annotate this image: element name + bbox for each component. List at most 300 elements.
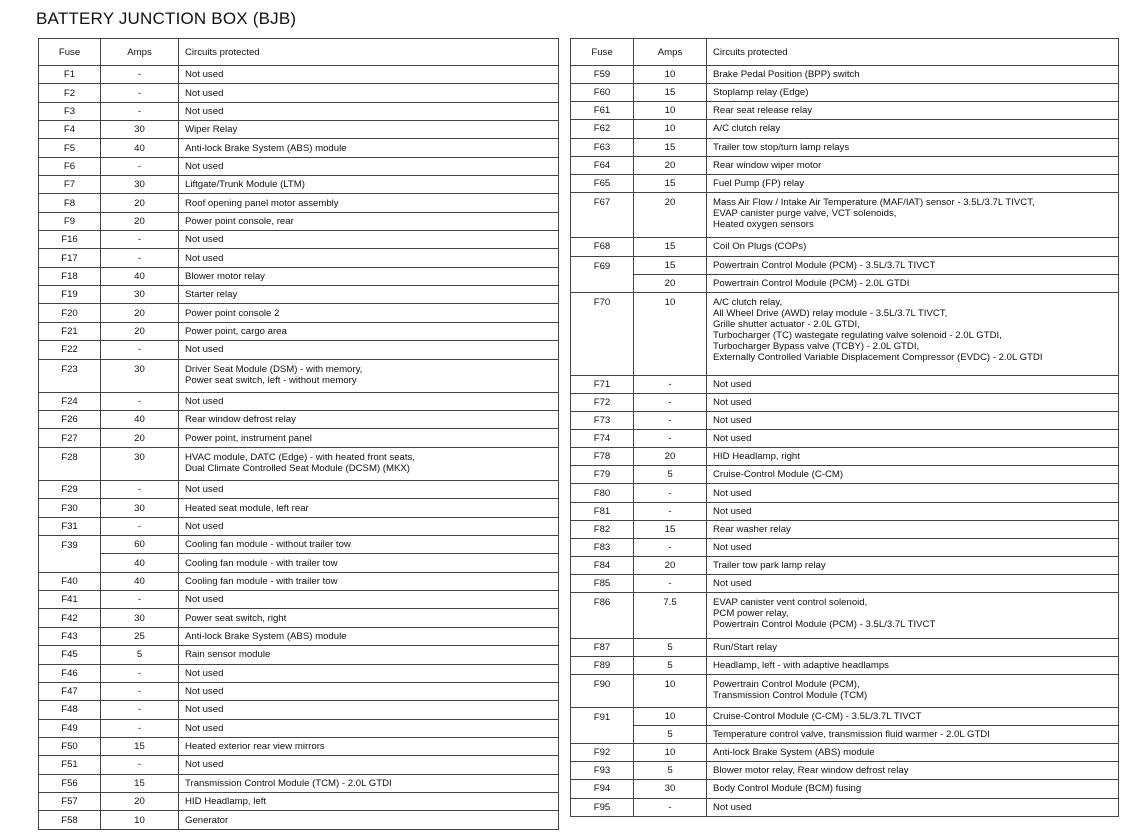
fuse-id-cell: F65	[571, 174, 634, 192]
fuse-id-cell: F31	[39, 517, 101, 535]
fuse-id-cell: F7	[39, 176, 101, 194]
table-row	[571, 744, 1119, 762]
circuit-cell: A/C clutch relay	[707, 120, 1119, 138]
table-row	[571, 174, 1119, 192]
circuit-cell: Rear window wiper motor	[707, 156, 1119, 174]
fuse-id-cell: F94	[571, 780, 634, 798]
table-row	[39, 447, 559, 480]
fuse-id-cell: F5	[39, 139, 101, 157]
circuit-cell: HID Headlamp, left	[179, 792, 559, 810]
table-row	[571, 120, 1119, 138]
circuit-cell: Rear washer relay	[707, 520, 1119, 538]
amps-cell: 40	[101, 267, 179, 285]
amps-cell: 5	[634, 466, 707, 484]
circuit-cell: Not used	[707, 393, 1119, 411]
amps-cell: -	[634, 798, 707, 816]
header-amps: Amps	[634, 39, 707, 66]
amps-cell: -	[634, 575, 707, 593]
fuse-table-right	[570, 38, 1119, 817]
circuit-cell: Temperature control valve, transmission fluid warmer - 2.0L GTDI	[707, 725, 1119, 743]
circuit-cell: Mass Air Flow / Intake Air Temperature (MAF/IAT) sensor - 3.5L/3.7L TIVCT, EVAP canister purge valve, VCT solenoids, Heated oxygen sensors	[707, 192, 1119, 237]
table-row	[39, 231, 559, 249]
fuse-id-cell: F22	[39, 341, 101, 359]
fuse-id-cell: F64	[571, 156, 634, 174]
header-amps: Amps	[101, 39, 179, 66]
amps-cell: -	[101, 392, 179, 410]
table-row	[39, 322, 559, 340]
fuse-table-left	[38, 38, 559, 830]
circuit-cell: Anti-lock Brake System (ABS) module	[179, 627, 559, 645]
circuit-cell: Brake Pedal Position (BPP) switch	[707, 66, 1119, 84]
circuit-cell: Rear seat release relay	[707, 102, 1119, 120]
table-row	[39, 517, 559, 535]
amps-cell: 15	[634, 84, 707, 102]
amps-cell: 20	[101, 322, 179, 340]
fuse-id-cell: F8	[39, 194, 101, 212]
circuit-cell: Not used	[179, 157, 559, 175]
fuse-id-cell: F68	[571, 238, 634, 256]
amps-cell: 20	[101, 212, 179, 230]
fuse-id-cell: F74	[571, 430, 634, 448]
circuit-cell: Not used	[707, 538, 1119, 556]
circuit-cell: Not used	[179, 682, 559, 700]
fuse-id-cell: F3	[39, 102, 101, 120]
table-row	[571, 256, 1119, 274]
table-row	[571, 484, 1119, 502]
table-row	[39, 359, 559, 392]
amps-cell: 30	[101, 609, 179, 627]
table-row	[39, 286, 559, 304]
table-row	[39, 701, 559, 719]
fuse-id-cell: F62	[571, 120, 634, 138]
circuit-cell: Blower motor relay, Rear window defrost relay	[707, 762, 1119, 780]
circuit-cell: Coil On Plugs (COPs)	[707, 238, 1119, 256]
circuit-cell: Heated exterior rear view mirrors	[179, 737, 559, 755]
fuse-id-cell: F90	[571, 674, 634, 707]
circuit-cell: Cooling fan module - with trailer tow	[179, 554, 559, 572]
table-row	[571, 448, 1119, 466]
fuse-id-cell: F41	[39, 591, 101, 609]
table-row	[571, 393, 1119, 411]
fuse-id-cell: F73	[571, 411, 634, 429]
circuit-cell: Power point, instrument panel	[179, 429, 559, 447]
circuit-cell: Powertrain Control Module (PCM), Transmission Control Module (TCM)	[707, 674, 1119, 707]
amps-cell: 25	[101, 627, 179, 645]
table-row	[39, 792, 559, 810]
table-row	[571, 66, 1119, 84]
circuit-cell: Not used	[179, 591, 559, 609]
table-header-row	[39, 39, 559, 66]
table-row	[571, 725, 1119, 743]
circuit-cell: Not used	[707, 575, 1119, 593]
table-row	[39, 719, 559, 737]
circuit-cell: Driver Seat Module (DSM) - with memory, Power seat switch, left - without memory	[179, 359, 559, 392]
fuse-id-cell: F78	[571, 448, 634, 466]
amps-cell: 10	[634, 102, 707, 120]
circuit-cell: Run/Start relay	[707, 638, 1119, 656]
amps-cell: -	[634, 411, 707, 429]
table-header-row	[571, 39, 1119, 66]
amps-cell: 5	[634, 638, 707, 656]
amps-cell: -	[101, 517, 179, 535]
fuse-id-cell: F70	[571, 292, 634, 375]
fuse-id-cell: F51	[39, 756, 101, 774]
fuse-id-cell: F92	[571, 744, 634, 762]
amps-cell: 30	[101, 359, 179, 392]
amps-cell: 10	[101, 811, 179, 830]
amps-cell: 30	[101, 176, 179, 194]
circuit-cell: Anti-lock Brake System (ABS) module	[179, 139, 559, 157]
fuse-id-cell: F85	[571, 575, 634, 593]
amps-cell: 20	[634, 448, 707, 466]
fuse-id-cell: F61	[571, 102, 634, 120]
fuse-id-cell: F86	[571, 593, 634, 638]
amps-cell: 40	[101, 139, 179, 157]
amps-cell: 40	[101, 554, 179, 572]
amps-cell: -	[101, 102, 179, 120]
table-row	[571, 674, 1119, 707]
circuit-cell: Generator	[179, 811, 559, 830]
amps-cell: 20	[634, 557, 707, 575]
table-row	[39, 499, 559, 517]
table-row	[571, 274, 1119, 292]
amps-cell: 30	[101, 447, 179, 480]
amps-cell: -	[101, 231, 179, 249]
table-row	[571, 411, 1119, 429]
circuit-cell: Not used	[179, 102, 559, 120]
circuit-cell: Not used	[179, 392, 559, 410]
table-row	[39, 341, 559, 359]
table-row	[571, 520, 1119, 538]
table-row	[571, 575, 1119, 593]
table-row	[571, 375, 1119, 393]
fuse-id-cell: F39	[39, 536, 101, 573]
table-row	[39, 756, 559, 774]
amps-cell: 20	[101, 304, 179, 322]
table-row	[39, 212, 559, 230]
table-row	[39, 627, 559, 645]
circuit-cell: Trailer tow park lamp relay	[707, 557, 1119, 575]
fuse-id-cell: F30	[39, 499, 101, 517]
fuse-id-cell: F9	[39, 212, 101, 230]
circuit-cell: Not used	[179, 719, 559, 737]
amps-cell: 10	[634, 66, 707, 84]
table-row	[39, 194, 559, 212]
fuse-id-cell: F21	[39, 322, 101, 340]
circuit-cell: Not used	[707, 430, 1119, 448]
circuit-cell: Wiper Relay	[179, 121, 559, 139]
table-row	[39, 84, 559, 102]
fuse-id-cell: F93	[571, 762, 634, 780]
circuit-cell: Not used	[179, 341, 559, 359]
amps-cell: 15	[634, 256, 707, 274]
circuit-cell: Not used	[707, 411, 1119, 429]
fuse-id-cell: F27	[39, 429, 101, 447]
table-row	[39, 102, 559, 120]
amps-cell: -	[634, 484, 707, 502]
fuse-id-cell: F57	[39, 792, 101, 810]
amps-cell: 40	[101, 572, 179, 590]
fuse-id-cell: F56	[39, 774, 101, 792]
circuit-cell: Power point, cargo area	[179, 322, 559, 340]
circuit-cell: Power point console, rear	[179, 212, 559, 230]
fuse-id-cell: F20	[39, 304, 101, 322]
fuse-id-cell: F29	[39, 481, 101, 499]
amps-cell: 20	[634, 192, 707, 237]
fuse-id-cell: F59	[571, 66, 634, 84]
fuse-id-cell: F2	[39, 84, 101, 102]
fuse-id-cell: F71	[571, 375, 634, 393]
table-row	[571, 656, 1119, 674]
amps-cell: -	[101, 756, 179, 774]
fuse-id-cell: F46	[39, 664, 101, 682]
circuit-cell: Transmission Control Module (TCM) - 2.0L GTDI	[179, 774, 559, 792]
amps-cell: -	[634, 502, 707, 520]
table-row	[571, 638, 1119, 656]
circuit-cell: Anti-lock Brake System (ABS) module	[707, 744, 1119, 762]
fuse-id-cell: F40	[39, 572, 101, 590]
circuit-cell: EVAP canister vent control solenoid, PCM power relay, Powertrain Control Module (PCM) - 3.5L/3.7L TIVCT	[707, 593, 1119, 638]
amps-cell: 10	[634, 744, 707, 762]
table-row	[571, 593, 1119, 638]
circuit-cell: Rear window defrost relay	[179, 411, 559, 429]
amps-cell: 5	[634, 762, 707, 780]
amps-cell: -	[101, 84, 179, 102]
amps-cell: 10	[634, 674, 707, 707]
amps-cell: 10	[634, 120, 707, 138]
circuit-cell: Not used	[707, 375, 1119, 393]
amps-cell: 15	[101, 774, 179, 792]
circuit-cell: Not used	[179, 701, 559, 719]
circuit-cell: Not used	[179, 517, 559, 535]
circuit-cell: Roof opening panel motor assembly	[179, 194, 559, 212]
table-row	[39, 536, 559, 554]
table-row	[39, 646, 559, 664]
fuse-id-cell: F26	[39, 411, 101, 429]
table-row	[39, 481, 559, 499]
amps-cell: 10	[634, 707, 707, 725]
table-row	[39, 66, 559, 84]
circuit-cell: Not used	[707, 484, 1119, 502]
amps-cell: 60	[101, 536, 179, 554]
circuit-cell: HVAC module, DATC (Edge) - with heated front seats, Dual Climate Controlled Seat Module (DCSM) (MKX)	[179, 447, 559, 480]
table-row	[571, 102, 1119, 120]
table-row	[571, 84, 1119, 102]
table-body	[571, 66, 1119, 817]
circuit-cell: Not used	[179, 664, 559, 682]
fuse-id-cell: F63	[571, 138, 634, 156]
circuit-cell: Powertrain Control Module (PCM) - 3.5L/3.7L TIVCT	[707, 256, 1119, 274]
header-circuits: Circuits protected	[707, 39, 1119, 66]
table-row	[39, 737, 559, 755]
amps-cell: -	[634, 538, 707, 556]
fuse-id-cell: F87	[571, 638, 634, 656]
header-fuse: Fuse	[39, 39, 101, 66]
circuit-cell: A/C clutch relay, All Wheel Drive (AWD) relay module - 3.5L/3.7L TIVCT, Grille shutter actuator - 2.0L GTDI, Turbocharger (TC) wastegate regulating valve solenoid - 2.0L GTDI, Turbocharger Bypass valve (TCBY) - 2.0L GTDI, Externally Controlled Variable Displacement Compressor (EVDC) - 2.0L GTDI	[707, 292, 1119, 375]
amps-cell: -	[101, 664, 179, 682]
fuse-id-cell: F58	[39, 811, 101, 830]
amps-cell: -	[101, 591, 179, 609]
fuse-id-cell: F91	[571, 707, 634, 743]
fuse-id-cell: F48	[39, 701, 101, 719]
fuse-id-cell: F49	[39, 719, 101, 737]
fuse-id-cell: F4	[39, 121, 101, 139]
table-row	[571, 156, 1119, 174]
fuse-id-cell: F17	[39, 249, 101, 267]
circuit-cell: HID Headlamp, right	[707, 448, 1119, 466]
fuse-id-cell: F79	[571, 466, 634, 484]
table-row	[571, 707, 1119, 725]
table-row	[571, 138, 1119, 156]
circuit-cell: Cooling fan module - with trailer tow	[179, 572, 559, 590]
table-row	[39, 554, 559, 572]
circuit-cell: Fuel Pump (FP) relay	[707, 174, 1119, 192]
circuit-cell: Cruise-Control Module (C-CM) - 3.5L/3.7L TIVCT	[707, 707, 1119, 725]
fuse-id-cell: F16	[39, 231, 101, 249]
amps-cell: -	[634, 393, 707, 411]
page-title: BATTERY JUNCTION BOX (BJB)	[36, 9, 297, 28]
fuse-id-cell: F89	[571, 656, 634, 674]
amps-cell: 30	[634, 780, 707, 798]
circuit-cell: Not used	[179, 481, 559, 499]
amps-cell: -	[101, 719, 179, 737]
table-row	[571, 502, 1119, 520]
amps-cell: 5	[634, 725, 707, 743]
circuit-cell: Stoplamp relay (Edge)	[707, 84, 1119, 102]
amps-cell: -	[634, 375, 707, 393]
fuse-id-cell: F19	[39, 286, 101, 304]
circuit-cell: Rain sensor module	[179, 646, 559, 664]
table-row	[571, 762, 1119, 780]
fuse-id-cell: F50	[39, 737, 101, 755]
amps-cell: 30	[101, 121, 179, 139]
fuse-id-cell: F72	[571, 393, 634, 411]
fuse-id-cell: F67	[571, 192, 634, 237]
amps-cell: -	[101, 701, 179, 719]
fuse-id-cell: F83	[571, 538, 634, 556]
fuse-id-cell: F81	[571, 502, 634, 520]
table-row	[39, 139, 559, 157]
table-row	[39, 682, 559, 700]
table-row	[39, 121, 559, 139]
table-row	[39, 429, 559, 447]
circuit-cell: Starter relay	[179, 286, 559, 304]
amps-cell: 20	[634, 274, 707, 292]
fuse-id-cell: F43	[39, 627, 101, 645]
table-row	[571, 466, 1119, 484]
amps-cell: 7.5	[634, 593, 707, 638]
circuit-cell: Trailer tow stop/turn lamp relays	[707, 138, 1119, 156]
amps-cell: 15	[101, 737, 179, 755]
circuit-cell: Liftgate/Trunk Module (LTM)	[179, 176, 559, 194]
table-row	[571, 292, 1119, 375]
table-row	[571, 538, 1119, 556]
amps-cell: 15	[634, 238, 707, 256]
table-row	[39, 249, 559, 267]
fuse-id-cell: F1	[39, 66, 101, 84]
circuit-cell: Not used	[707, 502, 1119, 520]
amps-cell: -	[101, 66, 179, 84]
table-row	[39, 411, 559, 429]
table-row	[39, 811, 559, 830]
table-row	[571, 430, 1119, 448]
fuse-id-cell: F84	[571, 557, 634, 575]
amps-cell: -	[101, 157, 179, 175]
circuit-cell: Power seat switch, right	[179, 609, 559, 627]
circuit-cell: Not used	[179, 231, 559, 249]
fuse-id-cell: F18	[39, 267, 101, 285]
amps-cell: 5	[634, 656, 707, 674]
circuit-cell: Not used	[707, 798, 1119, 816]
table-row	[39, 664, 559, 682]
table-row	[571, 780, 1119, 798]
circuit-cell: Cooling fan module - without trailer tow	[179, 536, 559, 554]
amps-cell: 10	[634, 292, 707, 375]
circuit-cell: Headlamp, left - with adaptive headlamps	[707, 656, 1119, 674]
fuse-id-cell: F69	[571, 256, 634, 292]
table-row	[39, 267, 559, 285]
amps-cell: 20	[101, 792, 179, 810]
fuse-id-cell: F42	[39, 609, 101, 627]
amps-cell: 20	[634, 156, 707, 174]
amps-cell: 40	[101, 411, 179, 429]
amps-cell: 30	[101, 286, 179, 304]
circuit-cell: Not used	[179, 756, 559, 774]
circuit-cell: Powertrain Control Module (PCM) - 2.0L GTDI	[707, 274, 1119, 292]
circuit-cell: Not used	[179, 84, 559, 102]
amps-cell: -	[101, 481, 179, 499]
table-row	[571, 557, 1119, 575]
fuse-id-cell: F28	[39, 447, 101, 480]
fuse-id-cell: F95	[571, 798, 634, 816]
circuit-cell: Body Control Module (BCM) fusing	[707, 780, 1119, 798]
fuse-id-cell: F6	[39, 157, 101, 175]
amps-cell: 5	[101, 646, 179, 664]
table-row	[39, 609, 559, 627]
circuit-cell: Power point console 2	[179, 304, 559, 322]
table-row	[39, 157, 559, 175]
circuit-cell: Heated seat module, left rear	[179, 499, 559, 517]
amps-cell: 20	[101, 194, 179, 212]
table-row	[571, 192, 1119, 237]
fuse-id-cell: F45	[39, 646, 101, 664]
table-row	[39, 591, 559, 609]
amps-cell: -	[101, 249, 179, 267]
table-row	[39, 572, 559, 590]
amps-cell: 15	[634, 138, 707, 156]
amps-cell: 30	[101, 499, 179, 517]
amps-cell: -	[634, 430, 707, 448]
table-row	[39, 774, 559, 792]
fuse-id-cell: F47	[39, 682, 101, 700]
fuse-id-cell: F80	[571, 484, 634, 502]
fuse-id-cell: F82	[571, 520, 634, 538]
header-fuse: Fuse	[571, 39, 634, 66]
table-row	[571, 798, 1119, 816]
circuit-cell: Not used	[179, 66, 559, 84]
circuit-cell: Not used	[179, 249, 559, 267]
amps-cell: -	[101, 341, 179, 359]
table-body	[39, 66, 559, 830]
fuse-id-cell: F60	[571, 84, 634, 102]
header-circuits: Circuits protected	[179, 39, 559, 66]
table-row	[39, 176, 559, 194]
amps-cell: -	[101, 682, 179, 700]
amps-cell: 15	[634, 520, 707, 538]
table-row	[39, 304, 559, 322]
fuse-id-cell: F23	[39, 359, 101, 392]
circuit-cell: Blower motor relay	[179, 267, 559, 285]
